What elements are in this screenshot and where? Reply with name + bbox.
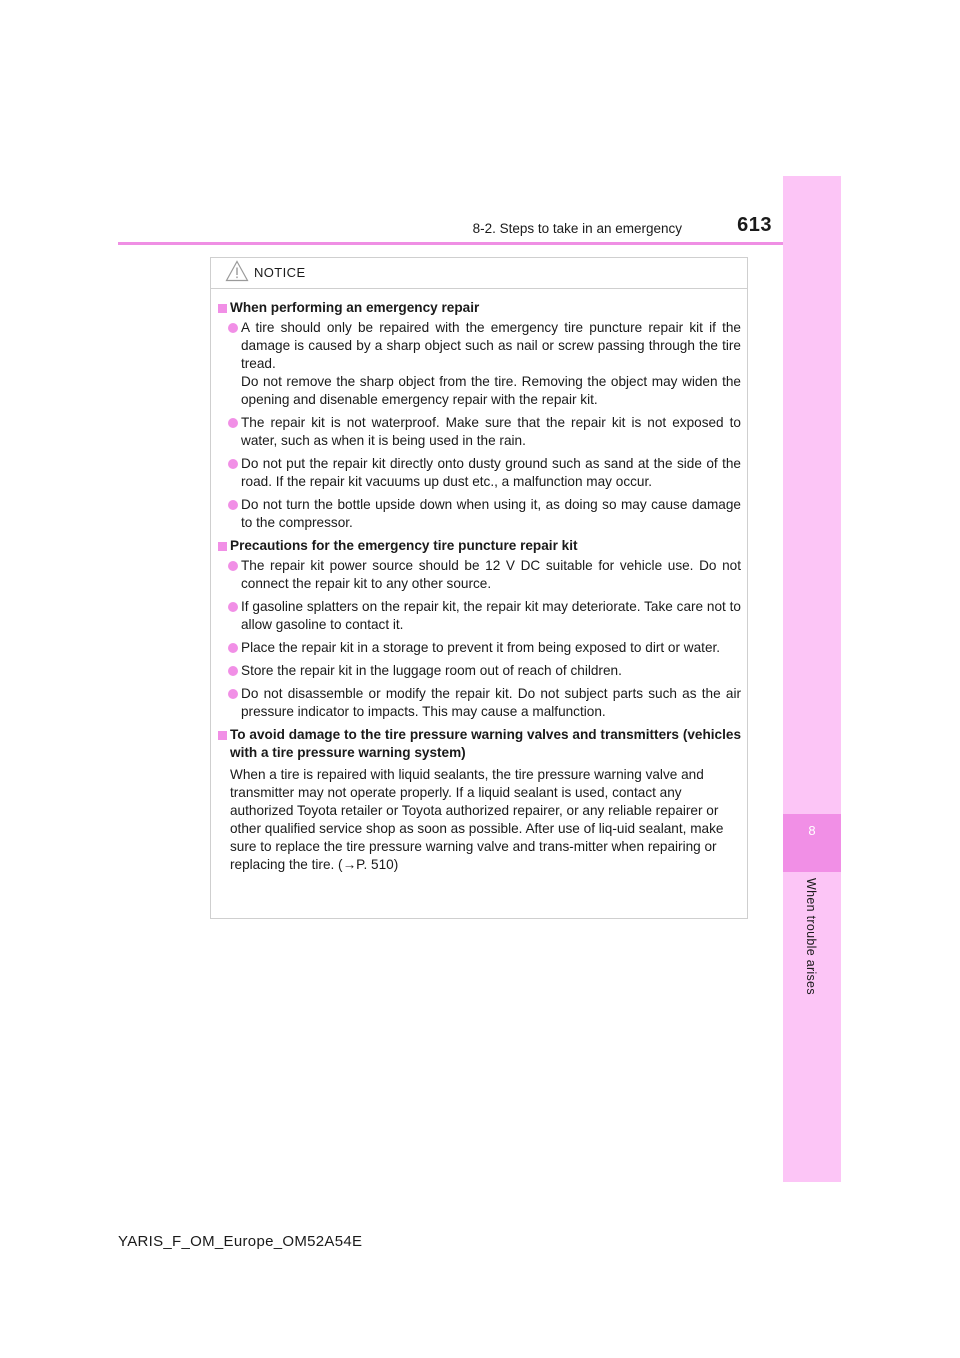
chapter-label: When trouble arises [804, 878, 818, 995]
circle-bullet-icon [228, 418, 238, 428]
circle-bullet-icon [228, 561, 238, 571]
page-number: 613 [737, 214, 772, 236]
list-item: Do not turn the bottle upside down when using it, as doing so may cause damage to the compressor. [217, 496, 741, 532]
list-item: Store the repair kit in the luggage room out of reach of children. [217, 662, 741, 680]
chapter-number: 8 [808, 823, 816, 838]
warning-triangle-icon [225, 260, 249, 282]
notice-box [210, 257, 748, 919]
square-bullet-icon [218, 731, 227, 740]
circle-bullet-icon [228, 500, 238, 510]
list-item: Do not disassemble or modify the repair kit. Do not subject parts such as the air pressure indicator to impacts. This may cause a malfunction. [217, 685, 741, 721]
section-paragraph: When a tire is repaired with liquid sealants, the tire pressure warning valve and transmitter may not operate properly. If a liquid sealant is used, contact any authorized Toyota retailer or Toyota authorized repairer, or any reliable repairer or other qualified service shop as soon as possible. After use of liq-uid sealant, make sure to replace the tire pressure warning valve and trans-mitter when repairing or replacing the tire. (→P. 510) [230, 767, 724, 872]
notice-content [211, 289, 747, 874]
square-bullet-icon [218, 304, 227, 313]
circle-bullet-icon [228, 459, 238, 469]
section-heading: Precautions for the emergency tire puncture repair kit [217, 537, 741, 555]
square-bullet-icon [218, 542, 227, 551]
section-heading: To avoid damage to the tire pressure warning valves and transmitters (vehicles with a tire pressure warning system) [217, 726, 741, 762]
section-title: 8-2. Steps to take in an emergency [472, 221, 682, 236]
circle-bullet-icon [228, 689, 238, 699]
header-rule [118, 242, 841, 245]
chapter-number-block [783, 814, 841, 872]
circle-bullet-icon [228, 323, 238, 333]
section-heading: When performing an emergency repair [217, 299, 741, 317]
list-item: The repair kit is not waterproof. Make sure that the repair kit is not exposed to water, such as when it is being used in the rain. [217, 414, 741, 450]
list-item: If gasoline splatters on the repair kit, the repair kit may deteriorate. Take care not to allow gasoline to contact it. [217, 598, 741, 634]
list-item: Place the repair kit in a storage to prevent it from being exposed to dirt or water. [217, 639, 741, 657]
list-item: The repair kit power source should be 12 V DC suitable for vehicle use. Do not connect the repair kit to any other source. [217, 557, 741, 593]
chapter-side-tab[interactable] [783, 176, 841, 1182]
circle-bullet-icon [228, 666, 238, 676]
list-item: Do not put the repair kit directly onto dusty ground such as sand at the side of the road. If the repair kit vacuums up dust etc., a malfunction may occur. [217, 455, 741, 491]
notice-header [211, 258, 747, 289]
document-code: YARIS_F_OM_Europe_OM52A54E [118, 1233, 363, 1250]
circle-bullet-icon [228, 602, 238, 612]
list-item: A tire should only be repaired with the emergency tire puncture repair kit if the damage is caused by a sharp object such as nail or screw passing through the tire tread. Do not remove the sharp object from the tire. Removing the object may widen the opening and disenable emergency repair with the repair kit. [217, 319, 741, 409]
circle-bullet-icon [228, 643, 238, 653]
notice-label: NOTICE [254, 265, 306, 280]
